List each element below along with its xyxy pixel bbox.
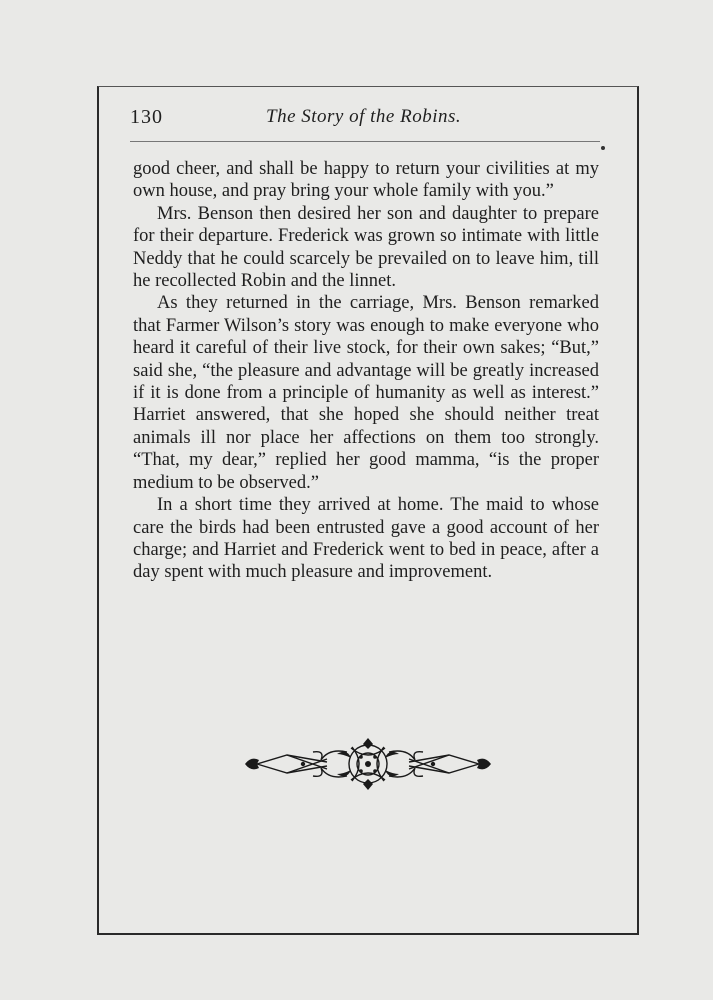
paragraph-1: good cheer, and shall be happy to return your civilities at my own house, and pray bring your whole family with you.” xyxy=(133,159,599,202)
header-dot xyxy=(601,146,605,150)
page-number: 130 xyxy=(130,106,163,128)
header-rule xyxy=(130,141,600,142)
running-title: The Story of the Robins. xyxy=(266,106,462,127)
paragraph-3: As they returned in the carriage, Mrs. Benson remarked that Farmer Wilson’s story was enough to make everyone who heard it careful of their live stock, for their own sakes; “But,” said she, “the pleasure and advantage will be greatly increased if it is done from a principle of humanity as well as interest.” Harriet answered, that she hoped she should neither treat animals ill nor place her affections on them too strongly. “That, my dear,” replied her good mamma, “is the proper medium to be observed.” xyxy=(133,293,599,493)
paragraph-2: Mrs. Benson then desired her son and daughter to prepare for their departure. Frederick was grown so intimate with little Neddy that he could scarcely be prevailed on to leave him, till he recollected Robin and the linnet. xyxy=(133,203,599,292)
paragraph-4: In a short time they arrived at home. The maid to whose care the birds had been entrusted gave a good account of her charge; and Harriet and Frederick went to bed in peace, after a day spent with much pleasure and improvement. xyxy=(133,495,599,583)
running-header xyxy=(130,106,610,136)
ornamental-scroll-icon xyxy=(243,738,493,790)
body-text xyxy=(133,158,599,584)
